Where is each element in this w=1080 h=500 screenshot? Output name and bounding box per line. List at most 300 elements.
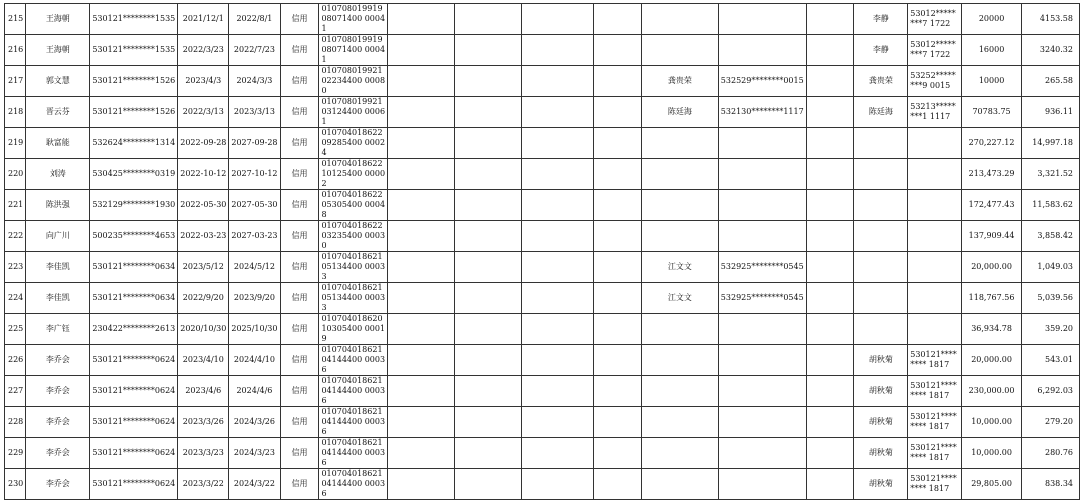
start-date: 2022-05-30: [178, 190, 229, 221]
empty-cell: [522, 345, 594, 376]
table-row: [5, 345, 1080, 376]
co-borrower-id: 53213********1 1117: [908, 97, 962, 128]
guarantor-name: [641, 128, 718, 159]
guarantor-name: [641, 376, 718, 407]
loan-type: 信用: [280, 345, 319, 376]
empty-cell: [806, 35, 854, 66]
start-date: 2022-09-28: [178, 128, 229, 159]
co-borrower-id: [908, 221, 962, 252]
empty-cell: [455, 66, 522, 97]
borrower-id: 532129********1930: [90, 190, 178, 221]
end-date: 2024/4/10: [229, 345, 280, 376]
empty-cell: [594, 4, 642, 35]
guarantor-id: [718, 190, 806, 221]
start-date: 2022/3/13: [178, 97, 229, 128]
loan-type: 信用: [280, 376, 319, 407]
loan-amount: 20000: [961, 4, 1021, 35]
guarantor-name: [641, 4, 718, 35]
co-borrower-name: [854, 283, 908, 314]
end-date: 2024/3/22: [229, 469, 280, 500]
empty-cell: [594, 97, 642, 128]
guarantor-name: [641, 190, 718, 221]
empty-cell: [522, 221, 594, 252]
empty-cell: [455, 283, 522, 314]
co-borrower-name: 李静: [854, 35, 908, 66]
empty-cell: [455, 438, 522, 469]
guarantor-name: 江文文: [641, 252, 718, 283]
borrower-name: 王海朝: [26, 35, 90, 66]
borrower-id: 530121********0624: [90, 469, 178, 500]
empty-cell: [522, 35, 594, 66]
empty-cell: [388, 407, 455, 438]
row-number: 223: [5, 252, 26, 283]
start-date: 2023/4/3: [178, 66, 229, 97]
guarantor-id: [718, 438, 806, 469]
empty-cell: [522, 469, 594, 500]
co-borrower-name: [854, 159, 908, 190]
co-borrower-id: 530121******** 1817: [908, 407, 962, 438]
guarantor-name: [641, 469, 718, 500]
empty-cell: [594, 35, 642, 66]
co-borrower-id: [908, 128, 962, 159]
account-number: 01070401862105134400 00033: [319, 283, 388, 314]
borrower-name: 李佳凯: [26, 283, 90, 314]
interest-amount: 265.58: [1022, 66, 1080, 97]
loan-amount: 20,000.00: [961, 345, 1021, 376]
borrower-id: 500235********4653: [90, 221, 178, 252]
loan-amount: 10,000.00: [961, 407, 1021, 438]
interest-amount: 838.34: [1022, 469, 1080, 500]
loan-type: 信用: [280, 159, 319, 190]
interest-amount: 359.20: [1022, 314, 1080, 345]
empty-cell: [806, 469, 854, 500]
interest-amount: 14,997.18: [1022, 128, 1080, 159]
borrower-id: 530121********0634: [90, 283, 178, 314]
account-number: 01070401862105134400 00033: [319, 252, 388, 283]
borrower-name: 李乔会: [26, 345, 90, 376]
loan-amount: 10000: [961, 66, 1021, 97]
row-number: 217: [5, 66, 26, 97]
guarantor-id: 532925********0545: [718, 283, 806, 314]
co-borrower-name: [854, 128, 908, 159]
loan-amount: 20,000.00: [961, 252, 1021, 283]
co-borrower-id: 53252********9 0015: [908, 66, 962, 97]
loan-type: 信用: [280, 66, 319, 97]
interest-amount: 6,292.03: [1022, 376, 1080, 407]
empty-cell: [388, 159, 455, 190]
empty-cell: [455, 159, 522, 190]
interest-amount: 543.01: [1022, 345, 1080, 376]
table-row: [5, 469, 1080, 500]
account-number: 01070401862203235400 00030: [319, 221, 388, 252]
loan-type: 信用: [280, 252, 319, 283]
empty-cell: [388, 345, 455, 376]
empty-cell: [455, 4, 522, 35]
guarantor-id: 532529********0015: [718, 66, 806, 97]
borrower-name: 向广川: [26, 221, 90, 252]
co-borrower-name: 胡秋菊: [854, 407, 908, 438]
empty-cell: [455, 376, 522, 407]
empty-cell: [455, 469, 522, 500]
account-number: 01070801992103124400 00061: [319, 97, 388, 128]
end-date: 2024/3/3: [229, 66, 280, 97]
interest-amount: 280.76: [1022, 438, 1080, 469]
co-borrower-name: [854, 221, 908, 252]
end-date: 2027-03-23: [229, 221, 280, 252]
empty-cell: [806, 221, 854, 252]
row-number: 218: [5, 97, 26, 128]
borrower-id: 530121********1535: [90, 4, 178, 35]
empty-cell: [522, 376, 594, 407]
co-borrower-name: 李静: [854, 4, 908, 35]
account-number: 01070401862210125400 00002: [319, 159, 388, 190]
co-borrower-id: [908, 190, 962, 221]
interest-amount: 4153.58: [1022, 4, 1080, 35]
loan-amount: 10,000.00: [961, 438, 1021, 469]
loan-amount: 230,000.00: [961, 376, 1021, 407]
table-row: [5, 407, 1080, 438]
co-borrower-id: 53012********7 1722: [908, 35, 962, 66]
borrower-id: 530121********1526: [90, 66, 178, 97]
start-date: 2023/5/12: [178, 252, 229, 283]
empty-cell: [388, 97, 455, 128]
row-number: 229: [5, 438, 26, 469]
empty-cell: [522, 314, 594, 345]
loan-type: 信用: [280, 283, 319, 314]
borrower-name: 李乔会: [26, 469, 90, 500]
end-date: 2023/3/13: [229, 97, 280, 128]
empty-cell: [806, 66, 854, 97]
empty-cell: [594, 314, 642, 345]
table-row: [5, 128, 1080, 159]
row-number: 219: [5, 128, 26, 159]
table-row: [5, 66, 1080, 97]
empty-cell: [388, 128, 455, 159]
empty-cell: [522, 128, 594, 159]
loan-amount: 270,227.12: [961, 128, 1021, 159]
empty-cell: [522, 438, 594, 469]
empty-cell: [522, 407, 594, 438]
empty-cell: [388, 469, 455, 500]
guarantor-id: [718, 128, 806, 159]
guarantor-id: 532130********1117: [718, 97, 806, 128]
empty-cell: [388, 66, 455, 97]
empty-cell: [522, 252, 594, 283]
empty-cell: [806, 97, 854, 128]
borrower-id: 532624********1314: [90, 128, 178, 159]
co-borrower-name: [854, 314, 908, 345]
empty-cell: [522, 4, 594, 35]
empty-cell: [806, 407, 854, 438]
empty-cell: [388, 314, 455, 345]
empty-cell: [388, 283, 455, 314]
borrower-name: 陈洪强: [26, 190, 90, 221]
guarantor-name: 陈廷海: [641, 97, 718, 128]
co-borrower-id: [908, 159, 962, 190]
start-date: 2022/3/23: [178, 35, 229, 66]
empty-cell: [594, 438, 642, 469]
loan-amount: 70783.75: [961, 97, 1021, 128]
empty-cell: [455, 314, 522, 345]
guarantor-id: [718, 4, 806, 35]
loan-type: 信用: [280, 469, 319, 500]
table-row: [5, 35, 1080, 66]
empty-cell: [522, 283, 594, 314]
account-number: 01070401862104144400 00036: [319, 345, 388, 376]
guarantor-name: 江文文: [641, 283, 718, 314]
empty-cell: [455, 252, 522, 283]
empty-cell: [806, 190, 854, 221]
borrower-id: 230422********2613: [90, 314, 178, 345]
empty-cell: [594, 221, 642, 252]
empty-cell: [806, 376, 854, 407]
co-borrower-id: 530121******** 1817: [908, 376, 962, 407]
empty-cell: [388, 438, 455, 469]
guarantor-id: [718, 314, 806, 345]
empty-cell: [594, 407, 642, 438]
account-number: 01070401862209285400 00024: [319, 128, 388, 159]
start-date: 2022/9/20: [178, 283, 229, 314]
empty-cell: [594, 128, 642, 159]
guarantor-id: [718, 159, 806, 190]
guarantor-id: [718, 407, 806, 438]
start-date: 2022-10-12: [178, 159, 229, 190]
co-borrower-id: 530121******** 1817: [908, 345, 962, 376]
end-date: 2024/4/6: [229, 376, 280, 407]
borrower-id: 530121********0624: [90, 345, 178, 376]
borrower-name: 李乔会: [26, 407, 90, 438]
empty-cell: [455, 345, 522, 376]
row-number: 230: [5, 469, 26, 500]
interest-amount: 279.20: [1022, 407, 1080, 438]
end-date: 2027-05-30: [229, 190, 280, 221]
guarantor-id: 532925********0545: [718, 252, 806, 283]
loan-amount: 36,934.78: [961, 314, 1021, 345]
borrower-name: 王海朝: [26, 4, 90, 35]
loan-amount: 213,473.29: [961, 159, 1021, 190]
borrower-name: 李广钰: [26, 314, 90, 345]
table-row: [5, 314, 1080, 345]
empty-cell: [594, 283, 642, 314]
guarantor-id: [718, 221, 806, 252]
empty-cell: [806, 252, 854, 283]
empty-cell: [522, 159, 594, 190]
co-borrower-id: [908, 252, 962, 283]
table-row: [5, 252, 1080, 283]
empty-cell: [594, 345, 642, 376]
row-number: 226: [5, 345, 26, 376]
loan-table: [4, 3, 1080, 500]
end-date: 2024/5/12: [229, 252, 280, 283]
loan-type: 信用: [280, 221, 319, 252]
start-date: 2023/3/26: [178, 407, 229, 438]
end-date: 2024/3/23: [229, 438, 280, 469]
empty-cell: [594, 66, 642, 97]
start-date: 2023/4/6: [178, 376, 229, 407]
row-number: 224: [5, 283, 26, 314]
loan-type: 信用: [280, 4, 319, 35]
borrower-id: 530425********0319: [90, 159, 178, 190]
empty-cell: [594, 469, 642, 500]
co-borrower-id: 53012********7 1722: [908, 4, 962, 35]
interest-amount: 3240.32: [1022, 35, 1080, 66]
co-borrower-id: [908, 283, 962, 314]
table-row: [5, 283, 1080, 314]
row-number: 222: [5, 221, 26, 252]
guarantor-id: [718, 345, 806, 376]
interest-amount: 936.11: [1022, 97, 1080, 128]
loan-type: 信用: [280, 438, 319, 469]
start-date: 2023/3/23: [178, 438, 229, 469]
interest-amount: 3,858.42: [1022, 221, 1080, 252]
borrower-name: 李乔会: [26, 376, 90, 407]
empty-cell: [522, 66, 594, 97]
row-number: 227: [5, 376, 26, 407]
co-borrower-name: 胡秋菊: [854, 469, 908, 500]
loan-type: 信用: [280, 190, 319, 221]
borrower-id: 530121********0634: [90, 252, 178, 283]
row-number: 228: [5, 407, 26, 438]
empty-cell: [388, 252, 455, 283]
account-number: 01070401862104144400 00036: [319, 376, 388, 407]
loan-table-body: [5, 4, 1080, 500]
guarantor-name: [641, 314, 718, 345]
end-date: 2022/7/23: [229, 35, 280, 66]
start-date: 2023/4/10: [178, 345, 229, 376]
empty-cell: [522, 97, 594, 128]
start-date: 2020/10/30: [178, 314, 229, 345]
guarantor-name: [641, 407, 718, 438]
loan-amount: 16000: [961, 35, 1021, 66]
guarantor-name: [641, 159, 718, 190]
empty-cell: [455, 221, 522, 252]
start-date: 2023/3/22: [178, 469, 229, 500]
empty-cell: [806, 159, 854, 190]
start-date: 2022-03-23: [178, 221, 229, 252]
row-number: 221: [5, 190, 26, 221]
empty-cell: [455, 190, 522, 221]
end-date: 2022/8/1: [229, 4, 280, 35]
borrower-name: 李佳凯: [26, 252, 90, 283]
borrower-id: 530121********0624: [90, 438, 178, 469]
table-row: [5, 221, 1080, 252]
borrower-name: 郭文慧: [26, 66, 90, 97]
loan-type: 信用: [280, 407, 319, 438]
empty-cell: [806, 345, 854, 376]
account-number: 01070401862205305400 00048: [319, 190, 388, 221]
borrower-name: 晋云芬: [26, 97, 90, 128]
guarantor-name: [641, 35, 718, 66]
borrower-name: 耿富能: [26, 128, 90, 159]
co-borrower-name: 胡秋菊: [854, 438, 908, 469]
co-borrower-name: 龚贵荣: [854, 66, 908, 97]
account-number: 01070401862104144400 00036: [319, 438, 388, 469]
guarantor-name: [641, 221, 718, 252]
table-row: [5, 97, 1080, 128]
co-borrower-name: 胡秋菊: [854, 376, 908, 407]
end-date: 2025/10/30: [229, 314, 280, 345]
row-number: 216: [5, 35, 26, 66]
guarantor-id: [718, 469, 806, 500]
interest-amount: 3,321.52: [1022, 159, 1080, 190]
loan-amount: 137,909.44: [961, 221, 1021, 252]
empty-cell: [388, 376, 455, 407]
guarantor-name: [641, 345, 718, 376]
interest-amount: 1,049.03: [1022, 252, 1080, 283]
borrower-name: 刘涛: [26, 159, 90, 190]
empty-cell: [594, 252, 642, 283]
loan-type: 信用: [280, 35, 319, 66]
empty-cell: [594, 159, 642, 190]
co-borrower-name: [854, 252, 908, 283]
empty-cell: [388, 35, 455, 66]
table-row: [5, 190, 1080, 221]
loan-amount: 118,767.56: [961, 283, 1021, 314]
empty-cell: [388, 221, 455, 252]
end-date: 2023/9/20: [229, 283, 280, 314]
empty-cell: [806, 314, 854, 345]
guarantor-name: [641, 438, 718, 469]
loan-type: 信用: [280, 128, 319, 159]
guarantor-id: [718, 376, 806, 407]
loan-type: 信用: [280, 97, 319, 128]
guarantor-id: [718, 35, 806, 66]
co-borrower-id: 530121******** 1817: [908, 438, 962, 469]
end-date: 2027-10-12: [229, 159, 280, 190]
interest-amount: 11,583.62: [1022, 190, 1080, 221]
empty-cell: [806, 4, 854, 35]
co-borrower-name: 胡秋菊: [854, 345, 908, 376]
empty-cell: [455, 128, 522, 159]
loan-amount: 172,477.43: [961, 190, 1021, 221]
empty-cell: [806, 438, 854, 469]
co-borrower-id: 530121******** 1817: [908, 469, 962, 500]
empty-cell: [455, 97, 522, 128]
empty-cell: [455, 407, 522, 438]
account-number: 01070801991908071400 00041: [319, 4, 388, 35]
empty-cell: [806, 128, 854, 159]
empty-cell: [522, 190, 594, 221]
co-borrower-name: 陈廷海: [854, 97, 908, 128]
co-borrower-name: [854, 190, 908, 221]
account-number: 01070801992102234400 00080: [319, 66, 388, 97]
row-number: 225: [5, 314, 26, 345]
empty-cell: [594, 190, 642, 221]
empty-cell: [388, 4, 455, 35]
empty-cell: [806, 283, 854, 314]
account-number: 01070401862010305400 00019: [319, 314, 388, 345]
account-number: 01070801991908071400 00041: [319, 35, 388, 66]
end-date: 2024/3/26: [229, 407, 280, 438]
borrower-id: 530121********1535: [90, 35, 178, 66]
start-date: 2021/12/1: [178, 4, 229, 35]
row-number: 215: [5, 4, 26, 35]
borrower-id: 530121********0624: [90, 407, 178, 438]
table-row: [5, 376, 1080, 407]
co-borrower-id: [908, 314, 962, 345]
borrower-id: 530121********1526: [90, 97, 178, 128]
end-date: 2027-09-28: [229, 128, 280, 159]
empty-cell: [388, 190, 455, 221]
borrower-name: 李乔会: [26, 438, 90, 469]
empty-cell: [455, 35, 522, 66]
interest-amount: 5,039.56: [1022, 283, 1080, 314]
borrower-id: 530121********0624: [90, 376, 178, 407]
loan-amount: 29,805.00: [961, 469, 1021, 500]
account-number: 01070401862104144400 00036: [319, 407, 388, 438]
account-number: 01070401862104144400 00036: [319, 469, 388, 500]
table-row: [5, 438, 1080, 469]
